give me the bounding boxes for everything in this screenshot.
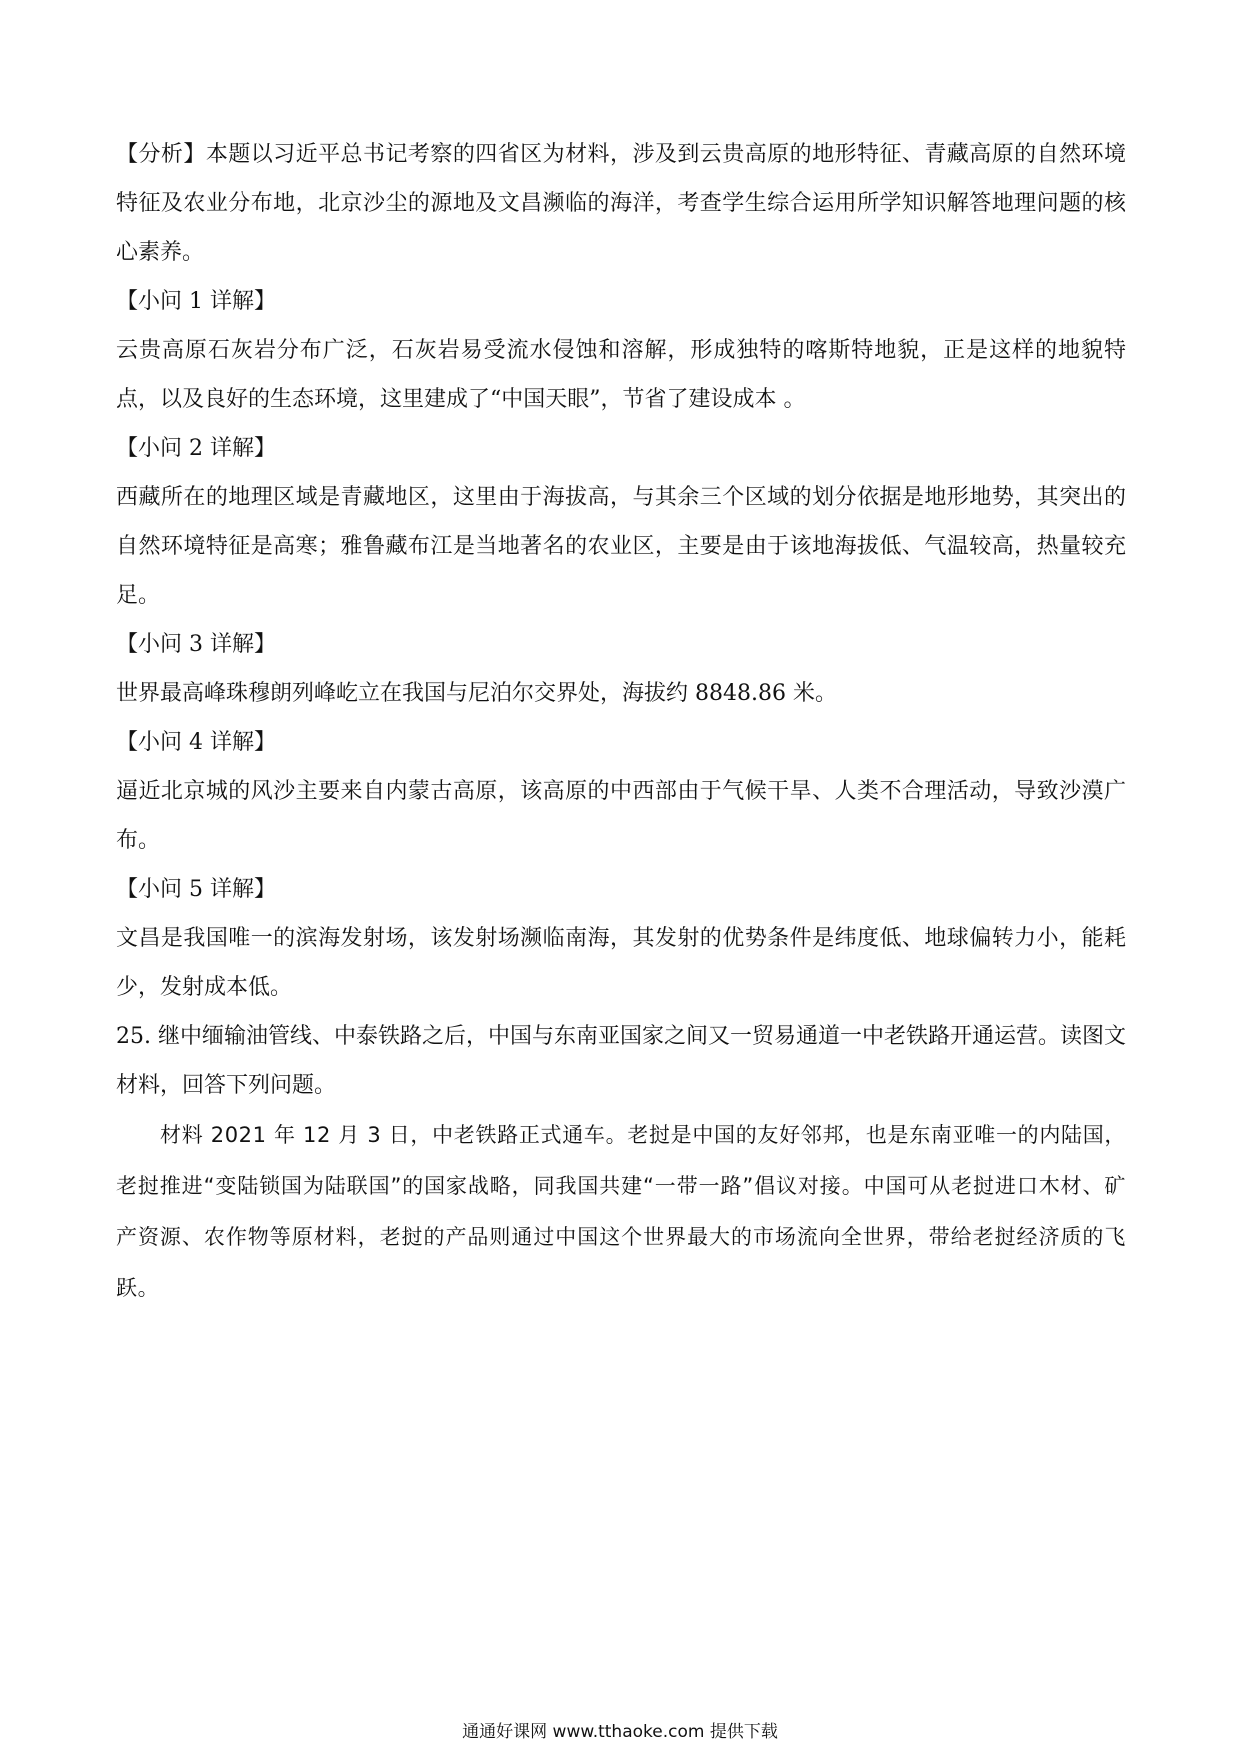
page-footer: 通通好课网 www.tthaoke.com 提供下载 [462,1722,778,1742]
material-paragraph [116,1110,1126,1314]
sub-question-2-heading: 【小问 2 详解】 [116,436,276,461]
sub-question-5-heading: 【小问 5 详解】 [116,877,276,902]
sub-question-3-answer: 世界最高峰珠穆朗列峰屹立在我国与尼泊尔交界处，海拔约 8848.86 米。 [116,681,837,706]
sub-question-1-answer: 云贵高原石灰岩分布广泛，石灰岩易受流水侵蚀和溶解，形成独特的喀斯特地貌，正是这样的地貌特点，以及良好的生态环境，这里建成了“中国天眼”，节省了建设成本 。 [116,338,1126,412]
sub-question-1-heading: 【小问 1 详解】 [116,289,276,314]
material-text: 2021 年 12 月 3 日，中老铁路正式通车。老挝是中国的友好邻邦，也是东南亚唯一的内陆国，老挝推进“变陆锁国为陆联国”的国家战略，同我国共建“一带一路”倡议对接。中国可从老挝进口木材、矿产资源、农作物等原材料，老挝的产品则通过中国这个世界最大的市场流向全世界，带给老挝经济质的飞跃。 [116,1123,1127,1300]
sub-question-4-heading: 【小问 4 详解】 [116,730,276,755]
sub-question-5-answer: 文昌是我国唯一的滨海发射场，该发射场濒临南海，其发射的优势条件是纬度低、地球偏转力小，能耗少，发射成本低。 [116,926,1126,1000]
question-25-stem: 25. 继中缅输油管线、中泰铁路之后，中国与东南亚国家之间又一贸易通道一中老铁路开通运营。读图文材料，回答下列问题。 [116,1024,1126,1098]
sub-question-2-answer: 西藏所在的地理区域是青藏地区，这里由于海拔高，与其余三个区域的划分依据是地形地势，其突出的自然环境特征是高寒；雅鲁藏布江是当地著名的农业区，主要是由于该地海拔低、气温较高，热量较充足。 [116,485,1126,608]
material-label: 材料 [160,1123,204,1147]
document-content [116,130,1126,1314]
sub-question-4-answer: 逼近北京城的风沙主要来自内蒙古高原，该高原的中西部由于气候干旱、人类不合理活动，导致沙漠广布。 [116,779,1126,853]
sub-question-3-heading: 【小问 3 详解】 [116,632,276,657]
analysis-paragraph: 【分析】本题以习近平总书记考察的四省区为材料，涉及到云贵高原的地形特征、青藏高原的自然环境特征及农业分布地，北京沙尘的源地及文昌濒临的海洋，考查学生综合运用所学知识解答地理问题的核心素养。 [116,142,1126,265]
